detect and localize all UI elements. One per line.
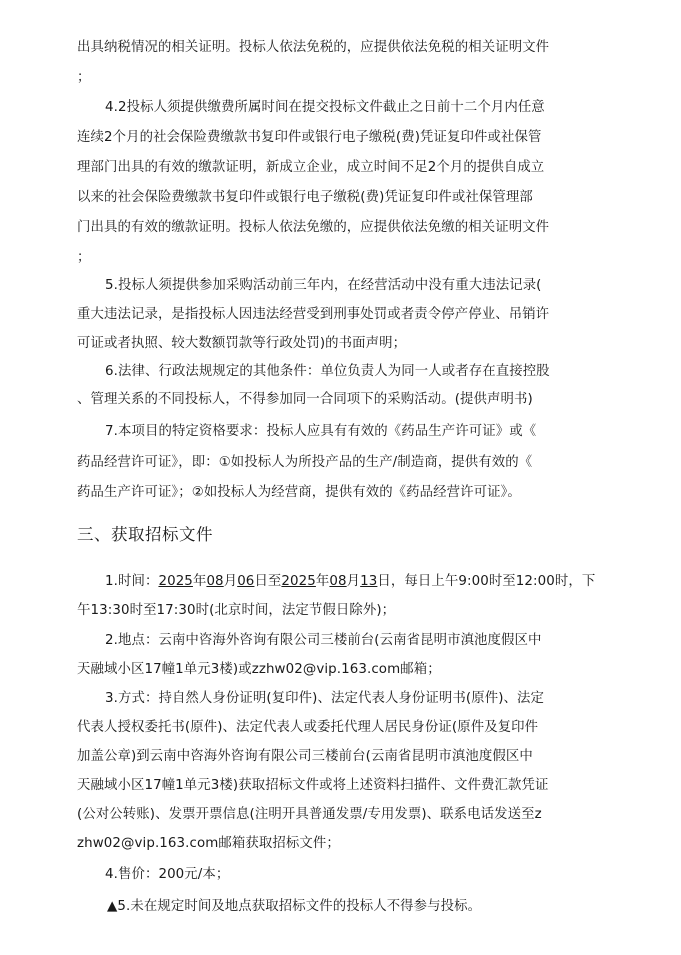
p4-2-line3: 理部门出具的有效的缴款证明，新成立企业，成立时间不足2个月的提供自成立 [77, 160, 545, 175]
method-line4: 天融域小区17幢1单元3楼)获取招标文件或将上述资料扫描件、文件费汇款凭证 [77, 778, 549, 793]
p4-2-line5: 门出具的有效的缴款证明。投标人依法免缴的，应提供依法免缴的相关证明文件 [77, 220, 550, 235]
p4-2-line2: 连续2个月的社会保险费缴款书复印件或银行电子缴税(费)凭证复印件或社保管 [77, 130, 542, 145]
day-to: 日至 [254, 574, 282, 589]
p4-2-line4: 以来的社会保险费缴款书复印件或银行电子缴税(费)凭证复印件或社保管理部 [77, 190, 533, 205]
time-prefix: 1.时间： [105, 574, 159, 589]
year-char-1: 年 [192, 574, 207, 589]
method-line3: 加盖公章)到云南中咨海外咨询有限公司三楼前台(云南省昆明市滇池度假区中 [77, 749, 533, 764]
p5-line3: 可证或者执照、较大数额罚款等行政处罚)的书面声明； [77, 336, 407, 351]
p5-line2: 重大违法记录，是指投标人因违法经营受到刑事处罚或者责令停产停业、吊销许 [77, 307, 550, 322]
p5-line1: 5.投标人须提供参加采购活动前三年内，在经营活动中没有重大违法记录( [105, 278, 542, 293]
place-line1: 2.地点：云南中咨海外咨询有限公司三楼前台(云南省昆明市滇池度假区中 [105, 633, 542, 648]
month-char-2: 月 [346, 574, 361, 589]
end-day: 13 [360, 574, 378, 589]
end-year: 2025 [281, 574, 316, 589]
p7-line1: 7.本项目的特定资格要求：投标人应具有有效的《药品生产许可证》或《 [105, 424, 537, 439]
method-line6: zhw02@vip.163.com邮箱获取招标文件； [77, 836, 340, 851]
start-day: 06 [237, 574, 255, 589]
method-line5: (公对公转账)、发票开票信息(注明开具普通发票/专用发票)、联系电话发送至z [77, 807, 542, 822]
month-char-1: 月 [223, 574, 238, 589]
start-month: 08 [206, 574, 224, 589]
note-line: ▲5.未在规定时间及地点获取招标文件的投标人不得参与投标。 [107, 899, 482, 914]
p4-2-line1: 4.2投标人须提供缴费所属时间在提交投标文件截止之日前十二个月内任意 [105, 100, 545, 115]
p4-2-line6: ； [77, 250, 91, 265]
p7-line2: 药品经营许可证》，即：①如投标人为所投产品的生产/制造商，提供有效的《 [77, 455, 533, 470]
start-year: 2025 [158, 574, 193, 589]
p4-1-tail-line2: ； [77, 70, 91, 85]
time-line1 [105, 572, 595, 592]
section-heading: 三、获取招标文件 [77, 525, 213, 544]
p4-1-tail-line1: 出具纳税情况的相关证明。投标人依法免税的，应提供依法免税的相关证明文件 [77, 40, 550, 55]
method-line2: 代表人授权委托书(原件)、法定代表人或委托代理人居民身份证(原件及复印件 [77, 720, 539, 735]
p7-line3: 药品生产许可证》；②如投标人为经营商，提供有效的《药品经营许可证》。 [77, 485, 521, 500]
method-line1: 3.方式：持自然人身份证明(复印件)、法定代表人身份证明书(原件)、法定 [105, 691, 544, 706]
price-line: 4.售价：200元/本； [105, 867, 230, 882]
p6-line2: 、管理关系的不同投标人，不得参加同一合同项下的采购活动。(提供声明书) [77, 392, 533, 407]
end-month: 08 [329, 574, 347, 589]
place-line2: 天融域小区17幢1单元3楼)或zzhw02@vip.163.com邮箱； [77, 662, 441, 677]
time-line2: 午13:30时至17:30时(北京时间，法定节假日除外)； [77, 603, 396, 618]
p6-line1: 6.法律、行政法规规定的其他条件：单位负责人为同一人或者存在直接控股 [105, 364, 550, 379]
time-rest: 日，每日上午9:00时至12:00时，下 [377, 574, 596, 589]
year-char-2: 年 [315, 574, 330, 589]
